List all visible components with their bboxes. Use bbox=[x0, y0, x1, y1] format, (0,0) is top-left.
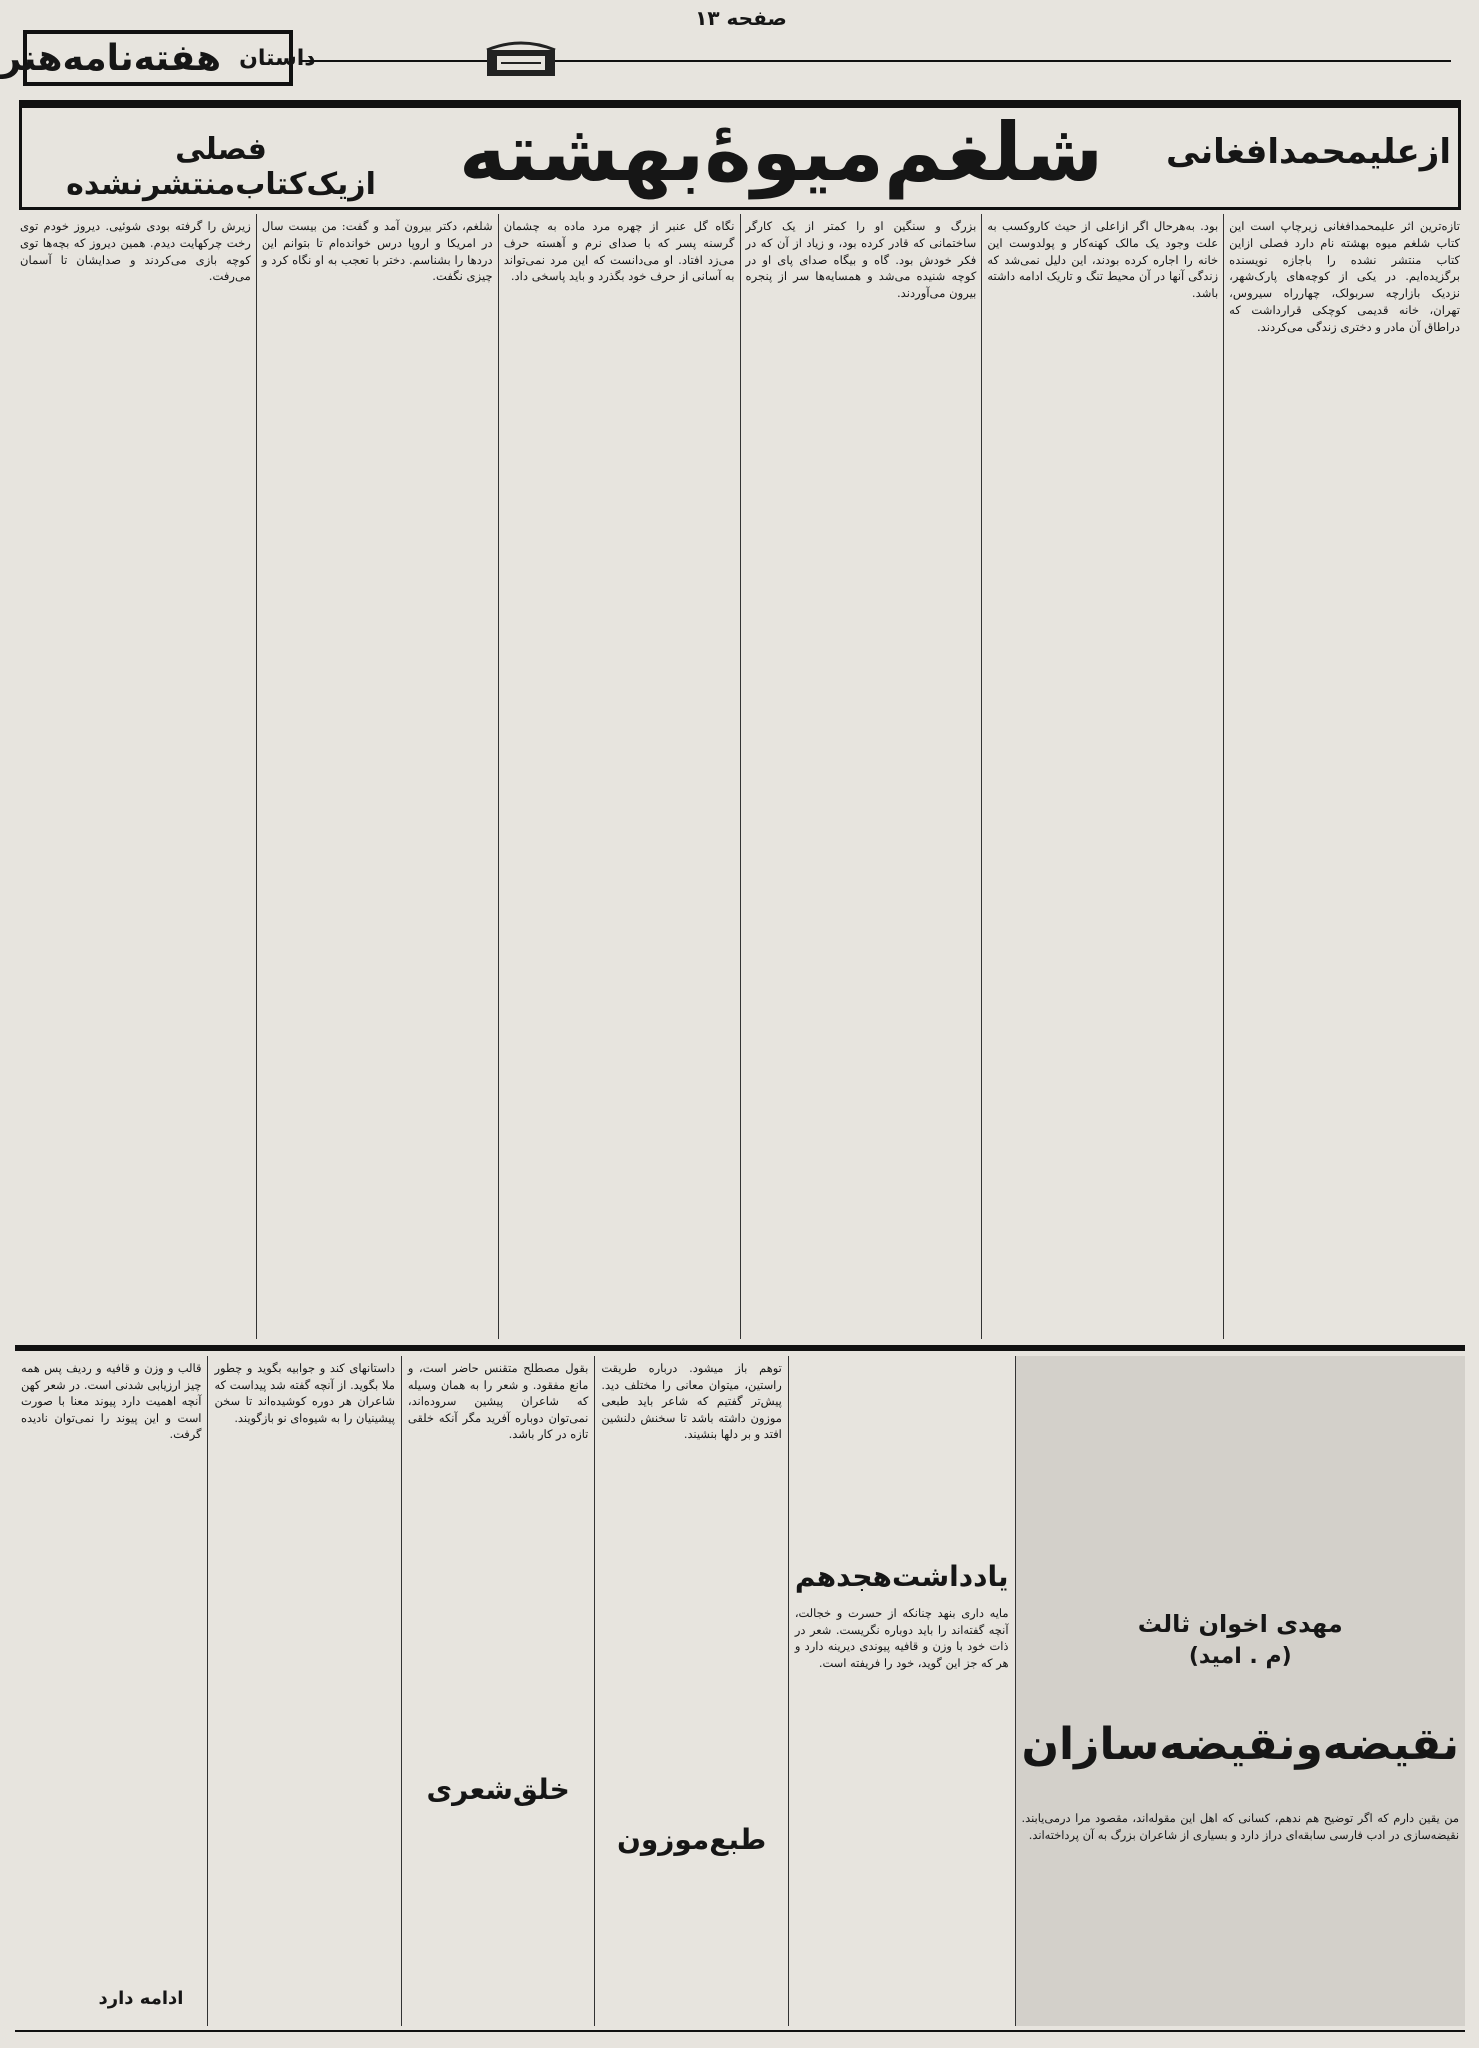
story-text: نگاه گل عنبر از چهره مرد ماده به چشمان گرسنه پسر که با صدای نرم و آهسته حرف می‌زد افتاد. او می‌دانست که این مرد نمی‌تواند به آسانی از حرف خود بگذرد و باید پاسخی داد. bbox=[503, 219, 735, 284]
story-columns bbox=[15, 214, 1465, 1339]
lower-section bbox=[15, 1356, 1465, 2026]
article-column bbox=[207, 1356, 400, 2026]
article-text: قالب و وزن و قافیه و ردیف پس همه چیز ارزیابی شدنی است. در شعر کهن آنچه اهمیت دارد پیوند معنا با صورت است و این پیوند را نمی‌توان نادیده گرفت. bbox=[21, 1361, 202, 1442]
page-number: صفحه ۱۳ bbox=[695, 6, 787, 30]
story-text: تازه‌ترین اثر علیمحمدافغانی زیرچاپ است این کتاب شلغم میوه بهشته نام دارد فصلی ازاین کتاب منتشر نشده را باجازه نویسنده برگزیده‌ایم. در یکی از کوچه‌های پارک‌شهر، نزدیک بازارچه سربولک، چهارراه سیروس، تهران، خانه قدیمی کوچکی قرارداشت که دراطاق آن مادر و دختری زندگی می‌کردند. bbox=[1229, 219, 1460, 334]
poem-panel bbox=[1015, 1356, 1466, 2026]
article-column bbox=[788, 1356, 1015, 2026]
story-column bbox=[498, 214, 740, 1339]
poet-pen-name: (م . امید) bbox=[1188, 1644, 1292, 1669]
story-column bbox=[1223, 214, 1465, 1339]
bottom-rule bbox=[15, 2030, 1465, 2032]
headline-subtitle: فصلی ازیک‌کتاب‌منتشرنشده bbox=[66, 132, 376, 202]
article-heading: خلق‌شعری bbox=[426, 1772, 570, 1806]
story-column bbox=[981, 214, 1223, 1339]
story-text: زیرش را گرفته بودی شوئیی. دیروز خودم توی رخت چرکهایت دیدم. همین دیروز که بچه‌ها توی کوچه بازی می‌کردند و صدایشان تا آسمان می‌رفت. bbox=[20, 219, 251, 284]
article-text: مایه داری بنهد چنانکه از حسرت و خجالت، آنچه گفته‌اند را باید دوباره نگریست. شعر در ذات خود با وزن و قافیه پیوندی دیرینه دارد و هر که جز این گوید، خود را فریفته است. bbox=[794, 1606, 1009, 1670]
headline-title: شلغم‌میوۀ‌بهشته bbox=[458, 106, 1104, 199]
section-title: هفته‌نامه‌هنر bbox=[0, 37, 222, 79]
article-text: توهم باز میشود. درباره طریقت راستین، میتوان معانی را مختلف دید. پیش‌تر گفتیم که شاعر باید طبعی موزون داشته باشد تا سخنش دلنشین افتد و بر دلها بنشیند. bbox=[601, 1361, 782, 1442]
section-header bbox=[0, 30, 316, 86]
poet-name: مهدی اخوان ثالث bbox=[1137, 1610, 1343, 1638]
continued-note: ادامه دارد bbox=[98, 1988, 184, 2009]
article-heading: یادداشت‌هجدهم bbox=[794, 1560, 1009, 1593]
section-divider bbox=[15, 1345, 1465, 1351]
feature-title: نقیضه‌ونقیضه‌سازان bbox=[1021, 1719, 1459, 1770]
story-text: شلغم، دکتر بیرون آمد و گفت: من بیست سال در امریکا و اروپا درس خوانده‌ام تا بتوانم این دردها را بشناسم. دختر با تعجب به او نگاه کرد و چیزی نگفت. bbox=[261, 219, 493, 284]
story-column bbox=[256, 214, 498, 1339]
emblem-icon bbox=[481, 40, 561, 84]
headline-author: ازعلیمحمدافغانی bbox=[1166, 132, 1451, 172]
article-column bbox=[401, 1356, 594, 2026]
article-heading: طبع‌موزون bbox=[616, 1822, 767, 1856]
masthead-rule bbox=[301, 60, 1451, 62]
section-subtitle: داستان bbox=[239, 45, 316, 71]
article-column bbox=[15, 1356, 207, 2026]
story-column bbox=[15, 214, 256, 1339]
article-text: بقول مصطلح متقنس حاضر است، و مانع مفقود. و شعر را به همان وسیله که شاعران پیشین سروده‌اند، نمی‌توان دوباره آفرید مگر آنکه خلقی تازه در کار باشد. bbox=[407, 1361, 589, 1442]
article-column bbox=[594, 1356, 787, 2026]
feature-text: من یقین دارم که اگر توضیح هم ندهم، کسانی که اهل این مقوله‌اند، مقصود مرا درمی‌یابند. نقیضه‌سازی در ادب فارسی سابقه‌ای دراز دارد و بسیاری از شاعران بزرگ به آن پرداخته‌اند. bbox=[1021, 1811, 1459, 1842]
story-text: بزرگ و سنگین او را کمتر از یک کارگر ساختمانی که قادر کرده بود، و زیاد از آن که در فکر خودش بود. گاه و بیگاه صدای پای او در کوچه شنیده می‌شد و همسایه‌ها سر از پنجره بیرون می‌آوردند. bbox=[745, 219, 977, 301]
article-text: داستانهای کند و جوابیه بگوید و چطور ملا بگوید. از آنچه گفته شد پیداست که شاعران هر دوره کوشیده‌اند تا سخن پیشینیان را به شیوه‌ای نو بازگویند. bbox=[214, 1361, 395, 1425]
story-text: بود. به‌هرحال اگر ازاعلی از حیث کاروکسب به علت وجود یک مالک کهنه‌کار و پولدوست این خانه را اجاره کرده بودند، این دلیل نمی‌شد که زندگی آنها در آن محیط تنگ و تاریک ادامه داشته باشد. bbox=[987, 219, 1219, 301]
story-column bbox=[740, 214, 982, 1339]
